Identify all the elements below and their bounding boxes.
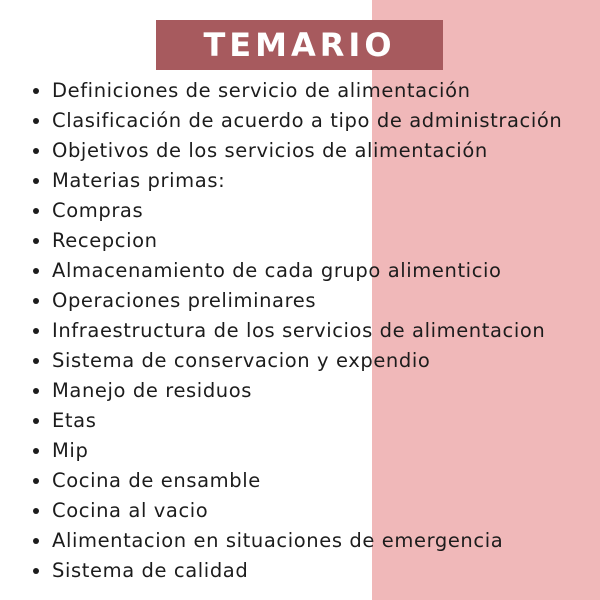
list-item xyxy=(30,556,562,586)
bullet-icon xyxy=(33,118,39,124)
bullet-icon xyxy=(33,478,39,484)
list-item xyxy=(30,436,562,466)
list-item-label: Definiciones de servicio de alimentación xyxy=(52,79,471,102)
list-item-label: Recepcion xyxy=(52,229,158,252)
list-item xyxy=(30,316,562,346)
list-item-label: Manejo de residuos xyxy=(52,379,253,402)
list-item-label: Clasificación de acuerdo a tipo de administración xyxy=(52,109,563,132)
bullet-icon xyxy=(33,298,39,304)
bullet-icon xyxy=(33,388,39,394)
list-item xyxy=(30,226,562,256)
list-item xyxy=(30,76,562,106)
list-item xyxy=(30,496,562,526)
list-item xyxy=(30,376,562,406)
bullet-icon xyxy=(33,238,39,244)
bullet-icon xyxy=(33,268,39,274)
list-item xyxy=(30,166,562,196)
bullet-icon xyxy=(33,88,39,94)
bullet-icon xyxy=(33,358,39,364)
bullet-icon xyxy=(33,448,39,454)
list-item-label: Almacenamiento de cada grupo alimenticio xyxy=(52,259,502,282)
list-item xyxy=(30,526,562,556)
list-item xyxy=(30,286,562,316)
bullet-icon xyxy=(33,178,39,184)
list-item xyxy=(30,196,562,226)
bullet-icon xyxy=(33,538,39,544)
list-item-label: Alimentacion en situaciones de emergencia xyxy=(52,529,504,552)
list-item-label: Cocina al vacio xyxy=(52,499,209,522)
page-title: TEMARIO xyxy=(203,26,396,64)
bullet-icon xyxy=(33,208,39,214)
list-item xyxy=(30,106,562,136)
list-item-label: Objetivos de los servicios de alimentación xyxy=(52,139,488,162)
list-item xyxy=(30,136,562,166)
bullet-icon xyxy=(33,568,39,574)
list-item xyxy=(30,466,562,496)
bullet-icon xyxy=(33,328,39,334)
list-item-label: Mip xyxy=(52,439,89,462)
title-banner xyxy=(156,20,443,70)
topic-list xyxy=(30,76,562,586)
list-item-label: Etas xyxy=(52,409,97,432)
list-item xyxy=(30,346,562,376)
list-item xyxy=(30,406,562,436)
list-item-label: Sistema de conservacion y expendio xyxy=(52,349,431,372)
list-item-label: Cocina de ensamble xyxy=(52,469,261,492)
list-item-label: Infraestructura de los servicios de alimentacion xyxy=(52,319,546,342)
list-item-label: Compras xyxy=(52,199,144,222)
bullet-icon xyxy=(33,418,39,424)
bullet-icon xyxy=(33,508,39,514)
list-item-label: Operaciones preliminares xyxy=(52,289,317,312)
list-item-label: Materias primas: xyxy=(52,169,226,192)
bullet-icon xyxy=(33,148,39,154)
list-item xyxy=(30,256,562,286)
list-item-label: Sistema de calidad xyxy=(52,559,249,582)
